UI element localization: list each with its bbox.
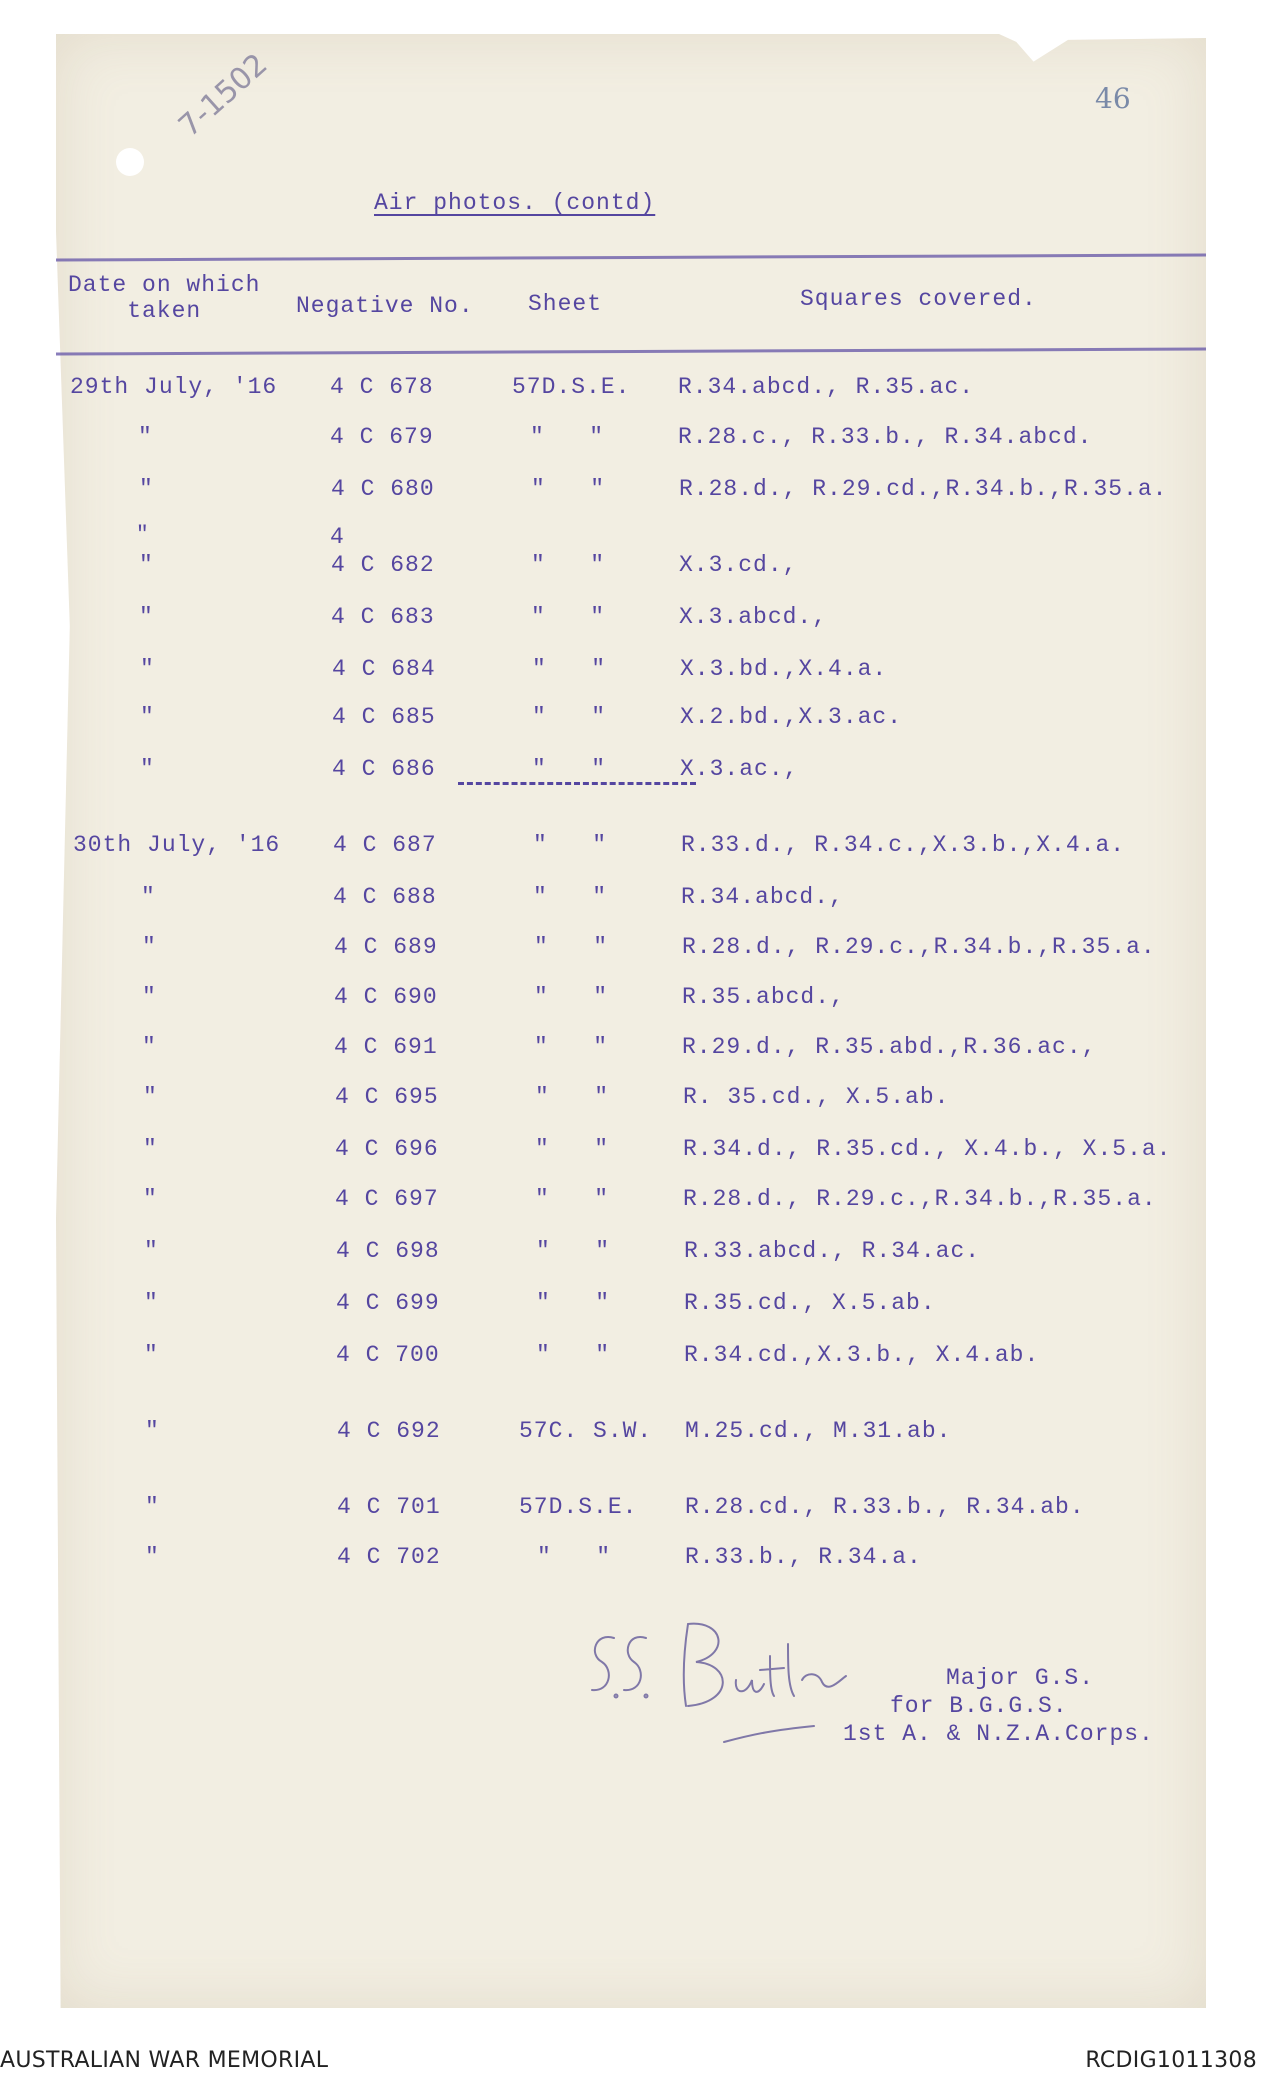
row-squares: R. 35.cd., X.5.ab. (683, 1084, 950, 1110)
row-squares: R.28.c., R.33.b., R.34.abcd. (678, 424, 1093, 450)
row-negative: 4 C 690 (334, 984, 438, 1010)
row-squares: R.29.d., R.35.abd.,R.36.ac., (682, 1034, 1097, 1060)
table-row (0, 1342, 1263, 1382)
row-date: " (142, 984, 157, 1010)
row-date: " (142, 934, 157, 960)
row-sheet: " " (532, 656, 607, 682)
row-date: 29th July, '16 (70, 374, 278, 400)
dashed-separator (458, 782, 696, 785)
row-sheet: " " (535, 1084, 610, 1110)
footer-archive-name: AUSTRALIAN WAR MEMORIAL (0, 2048, 329, 2073)
header-sheet: Sheet (528, 291, 603, 317)
page-number: 46 (1095, 82, 1131, 115)
row-date: " (143, 1186, 158, 1212)
punch-hole (116, 148, 144, 176)
row-sheet: " " (536, 1238, 611, 1264)
row-negative: 4 C 699 (336, 1290, 440, 1316)
table-row (0, 656, 1263, 696)
table-row (0, 984, 1263, 1024)
row-negative: 4 C 684 (332, 656, 436, 682)
header-date-line1: Date on which (68, 272, 261, 298)
row-sheet: 57D.S.E. (519, 1494, 638, 1520)
row-date: " (141, 884, 156, 910)
table-row (0, 704, 1263, 744)
row-squares: R.34.abcd., R.35.ac. (678, 374, 975, 400)
table-row (0, 832, 1263, 872)
footer-archive-id: RCDIG1011308 (1085, 2048, 1257, 2073)
header-date-line2: taken (127, 298, 202, 324)
row-sheet: " " (533, 884, 608, 910)
table-row (0, 552, 1263, 592)
archive-reference-handwritten: 7-1502 (172, 46, 275, 145)
document-title: Air photos. (contd) (374, 190, 656, 216)
table-row (0, 424, 1263, 464)
row-negative: 4 C 683 (331, 604, 435, 630)
row-squares: R.35.abcd., (682, 984, 845, 1010)
row-negative: 4 C 688 (333, 884, 437, 910)
row-date: " (145, 1494, 160, 1520)
row-negative: 4 C 701 (337, 1494, 441, 1520)
signature-unit: 1st A. & N.Z.A.Corps. (843, 1721, 1154, 1747)
table-row (0, 374, 1263, 414)
row-negative: 4 C 680 (331, 476, 435, 502)
row-squares: R.28.cd., R.33.b., R.34.ab. (685, 1494, 1085, 1520)
table-row (0, 1418, 1263, 1458)
table-row (0, 604, 1263, 644)
signature-block (843, 1664, 1154, 1748)
row-sheet: " " (535, 1136, 610, 1162)
row-sheet: " " (532, 704, 607, 730)
row-squares: R.35.cd., X.5.ab. (684, 1290, 936, 1316)
row-negative: 4 C 686 (332, 756, 436, 782)
signature-rank: Major G.S. (946, 1665, 1095, 1691)
table-row (0, 1034, 1263, 1074)
row-negative: 4 C 700 (336, 1342, 440, 1368)
table-row (0, 1290, 1263, 1330)
row-sheet: 57D.S.E. (512, 374, 631, 400)
row-date: " (144, 1290, 159, 1316)
row-sheet: " " (530, 424, 605, 450)
row-negative: 4 C 689 (334, 934, 438, 960)
row-date: 30th July, '16 (73, 832, 281, 858)
row-squares: R.34.abcd., (681, 884, 844, 910)
row-sheet: " " (534, 934, 609, 960)
row-negative: 4 C 691 (334, 1034, 438, 1060)
table-row (0, 1544, 1263, 1584)
row-squares: R.33.b., R.34.a. (685, 1544, 922, 1570)
row-sheet: " " (534, 984, 609, 1010)
header-negative: Negative No. (296, 293, 474, 319)
row-sheet: " " (534, 1034, 609, 1060)
row-date: " (145, 1418, 160, 1444)
table-row (0, 1238, 1263, 1278)
row-negative: 4 C 678 (330, 374, 434, 400)
row-sheet: " " (537, 1544, 612, 1570)
signature-for: for B.G.G.S. (890, 1693, 1068, 1719)
row-squares: X.2.bd.,X.3.ac. (680, 704, 903, 730)
row-squares: R.28.d., R.29.c.,R.34.b.,R.35.a. (683, 1186, 1157, 1212)
row-sheet: " " (531, 476, 606, 502)
row-date: " (140, 656, 155, 682)
row-sheet: " " (532, 756, 607, 782)
row-sheet: 57C. S.W. (519, 1418, 653, 1444)
header-date (68, 272, 260, 324)
row-date: " (138, 424, 153, 450)
row-negative: 4 C 696 (335, 1136, 439, 1162)
row-squares: R.28.d., R.29.cd.,R.34.b.,R.35.a. (679, 476, 1168, 502)
row-date: " (140, 756, 155, 782)
row-negative: 4 C 697 (335, 1186, 439, 1212)
row-date: " (139, 552, 154, 578)
row-date: " (144, 1238, 159, 1264)
row-date: " (139, 604, 154, 630)
row-negative: 4 C 685 (332, 704, 436, 730)
row-sheet: " " (536, 1290, 611, 1316)
row-negative: 4 C 692 (337, 1418, 441, 1444)
row-sheet: " " (535, 1186, 610, 1212)
row-negative: 4 C 698 (336, 1238, 440, 1264)
row-negative: 4 C 695 (335, 1084, 439, 1110)
row-date: " (140, 704, 155, 730)
row-squares: X.3.bd.,X.4.a. (680, 656, 888, 682)
table-row (0, 1494, 1263, 1534)
row-date: " (143, 1084, 158, 1110)
row-squares: R.34.d., R.35.cd., X.4.b., X.5.a. (683, 1136, 1172, 1162)
table-row (0, 756, 1263, 796)
row-date: " (139, 476, 154, 502)
row-squares: R.33.d., R.34.c.,X.3.b.,X.4.a. (681, 832, 1126, 858)
row-squares: M.25.cd., M.31.ab. (685, 1418, 952, 1444)
row-squares: X.3.abcd., (679, 604, 828, 630)
row-squares: R.28.d., R.29.c.,R.34.b.,R.35.a. (682, 934, 1156, 960)
row-date: " (142, 1034, 157, 1060)
table-row (0, 884, 1263, 924)
overtyped-negative: 4 (330, 524, 345, 550)
row-negative: 4 C 679 (330, 424, 434, 450)
table-row (0, 476, 1263, 516)
table-row (0, 934, 1263, 974)
row-sheet: " " (536, 1342, 611, 1368)
row-squares: X.3.ac., (680, 756, 799, 782)
row-squares: X.3.cd., (679, 552, 798, 578)
row-date: " (144, 1342, 159, 1368)
row-sheet: " " (531, 604, 606, 630)
row-squares: R.34.cd.,X.3.b., X.4.ab. (684, 1342, 1040, 1368)
row-sheet: " " (531, 552, 606, 578)
row-negative: 4 C 687 (333, 832, 437, 858)
table-row (0, 1084, 1263, 1124)
table-row (0, 1136, 1263, 1176)
overtyped-ditto: " (136, 524, 150, 547)
row-negative: 4 C 682 (331, 552, 435, 578)
row-date: " (145, 1544, 160, 1570)
row-date: " (143, 1136, 158, 1162)
row-sheet: " " (533, 832, 608, 858)
header-squares: Squares covered. (800, 286, 1037, 312)
row-negative: 4 C 702 (337, 1544, 441, 1570)
row-squares: R.33.abcd., R.34.ac. (684, 1238, 981, 1264)
table-row (0, 1186, 1263, 1226)
